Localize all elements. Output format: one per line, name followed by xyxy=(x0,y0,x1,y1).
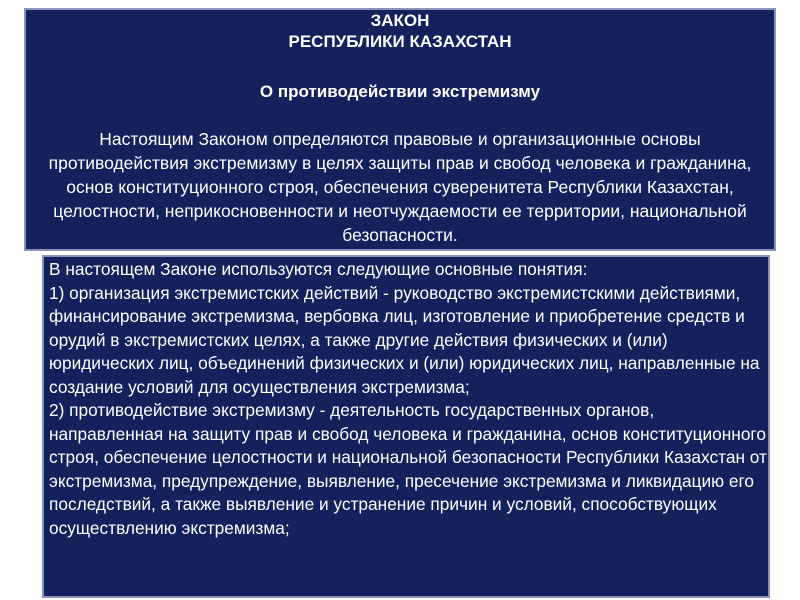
law-title xyxy=(26,10,774,52)
definition-item-1: 1) организация экстремистских действий - руководство экстремистскими действиями, финансирование экстремизма, вербовка лиц, изготовление и приобретение средств и орудий в экстремистских целях, а также другие действия физических и (или) юридических лиц, объединений физических и (или) юридических лиц, направленные на создание условий для осуществления экстремизма; xyxy=(49,282,760,397)
law-header-box xyxy=(24,8,776,251)
law-title-line1: ЗАКОН xyxy=(370,11,430,30)
law-subtitle: О противодействии экстремизму xyxy=(259,82,541,101)
definitions-box xyxy=(42,255,770,598)
law-intro-paragraph: Настоящим Законом определяются правовые и организационные основы противодействия экстремизму в целях защиты прав и свобод человека и гражданина, основ конституционного строя, обеспечения суверенитета Республики Казахстан, целостности, неприкосновенности и неотчуждаемости ее территории, национальной безопасности. xyxy=(48,129,752,245)
law-title-line2: РЕСПУБЛИКИ КАЗАХСТАН xyxy=(288,32,512,51)
definitions-lead: В настоящем Законе используются следующие основные понятия: xyxy=(49,259,588,279)
definition-item-2: 2) противодействие экстремизму - деятельность государственных органов, направленная на защиту прав и свобод человека и гражданина, основ конституционного строя, обеспечение целостности и национальной безопасности Республики Казахстан от экстремизма, предупреждение, выявление, пресечение экстремизма и ликвидацию его последствий, а также выявление и устранение причин и условий, способствующих осуществлению экстремизма; xyxy=(49,400,767,538)
